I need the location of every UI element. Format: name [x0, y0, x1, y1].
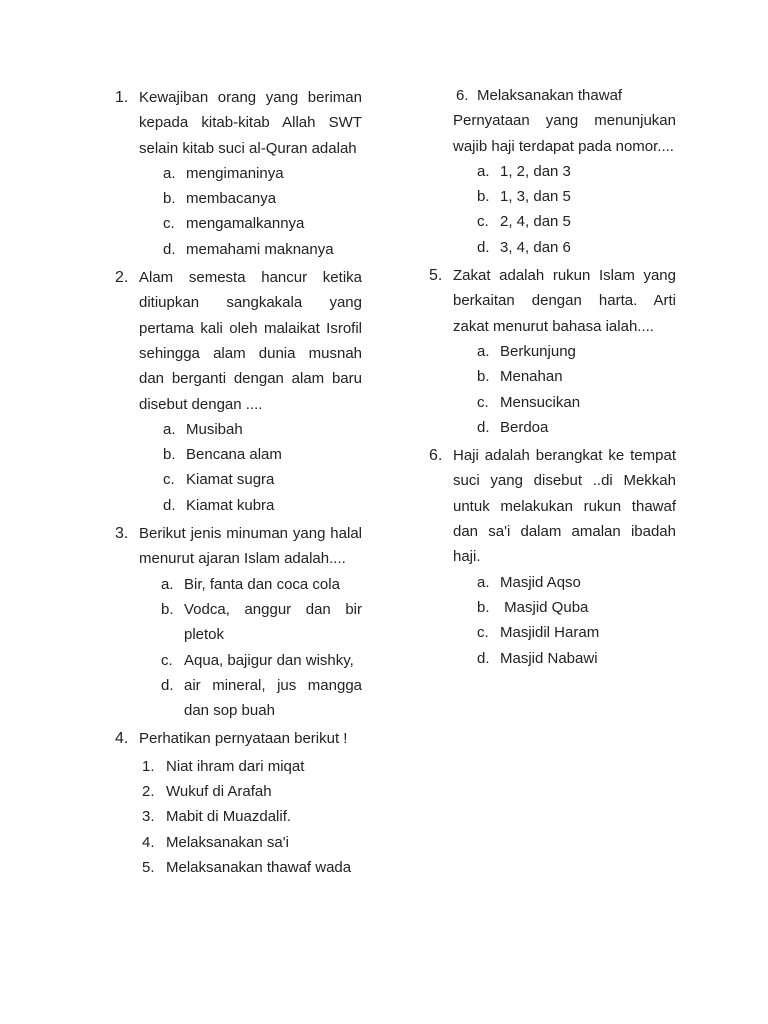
question-text: Perhatikan pernyataan berikut ! [139, 730, 348, 748]
statement-item: 3. Mabit di Muazdalif. [142, 808, 292, 826]
question-number: 2. [115, 269, 129, 287]
question-number: 1. [115, 89, 129, 106]
question-text: Berikut jenis minuman yang halal menurut ajaran Islam adalah.... [139, 525, 362, 568]
option-d: d. Masjid Nabawi [477, 649, 598, 667]
options-list [163, 161, 362, 262]
statement-item: 5. Melaksanakan thawaf wada [142, 858, 352, 876]
option-a: a. Musibah [163, 420, 243, 438]
question-text: Alam semesta hancur ketika ditiupkan sangkakala yang pertama kali oleh malaikat Isrofil sehingga alam dunia musnah dan berganti dengan alam baru disebut dengan .... [139, 269, 362, 413]
question-6 [426, 443, 676, 671]
option-b: b. 1, 3, dan 5 [477, 188, 571, 206]
left-column [112, 85, 362, 880]
question-number: 4. [115, 730, 129, 748]
question-prompt: Pernyataan yang menunjukan wajib haji terdapat pada nomor.... [453, 112, 676, 155]
question-2 [112, 265, 362, 518]
options-list [477, 570, 676, 671]
question-number: 3. [115, 525, 129, 543]
question-number: 6. [429, 447, 443, 465]
option-b: b. Bencana alam [163, 446, 282, 464]
option-b: b. Menahan [477, 368, 563, 386]
question-3 [112, 521, 362, 723]
statement-item: 4. Melaksanakan sa'i [142, 833, 289, 851]
option-a: a. mengimaninya [163, 164, 284, 182]
options-list [161, 572, 362, 724]
option-b: b. membacanya [163, 190, 277, 208]
option-c: c. Kiamat sugra [163, 471, 275, 489]
option-d: d. memahami maknanya [163, 240, 334, 258]
question-text: Haji adalah berangkat ke tempat suci yang disebut ..di Mekkah untuk melakukan rukun thawaf dan sa'i dalam amalan ibadah haji. [453, 447, 676, 566]
question-1 [112, 85, 362, 262]
option-d: d. air mineral, jus mangga dan sop buah [161, 676, 362, 720]
option-a: a. Bir, fanta dan coca cola [161, 575, 340, 593]
option-c: c. mengamalkannya [163, 215, 305, 233]
option-a: a. Berkunjung [477, 342, 576, 360]
question-5 [426, 263, 676, 440]
statement-item: 2. Wukuf di Arafah [142, 783, 272, 801]
option-a: a. Masjid Aqso [477, 573, 581, 591]
option-c: c. Masjidil Haram [477, 624, 600, 642]
question-4-continued [426, 108, 676, 260]
option-d: d. Kiamat kubra [163, 496, 275, 514]
options-list [163, 417, 362, 518]
option-c: c. Mensucikan [477, 393, 581, 411]
options-list [477, 159, 676, 260]
option-c: c. Aqua, bajigur dan wishky, [161, 651, 354, 669]
statements-list [142, 754, 362, 880]
option-c: c. 2, 4, dan 5 [477, 213, 571, 231]
question-number: 5. [429, 267, 443, 285]
question-text: Kewajiban orang yang beriman kepada kitab-kitab Allah SWT selain kitab suci al-Quran adalah [139, 89, 362, 157]
question-text: Zakat adalah rukun Islam yang berkaitan dengan harta. Arti zakat menurut bahasa ialah.... [453, 267, 676, 335]
option-d: d. 3, 4, dan 6 [477, 238, 571, 256]
option-d: d. Berdoa [477, 418, 549, 436]
option-a: a. 1, 2, dan 3 [477, 162, 571, 180]
question-4 [112, 726, 362, 880]
statement-item: 6. Melaksanakan thawaf [456, 87, 623, 104]
option-b: b. Vodca, anggur dan bir pletok [161, 600, 362, 644]
statement-item: 1. Niat ihram dari miqat [142, 757, 305, 775]
options-list [477, 339, 676, 440]
option-b: b. Masjid Quba [477, 598, 589, 616]
right-column [426, 85, 676, 671]
